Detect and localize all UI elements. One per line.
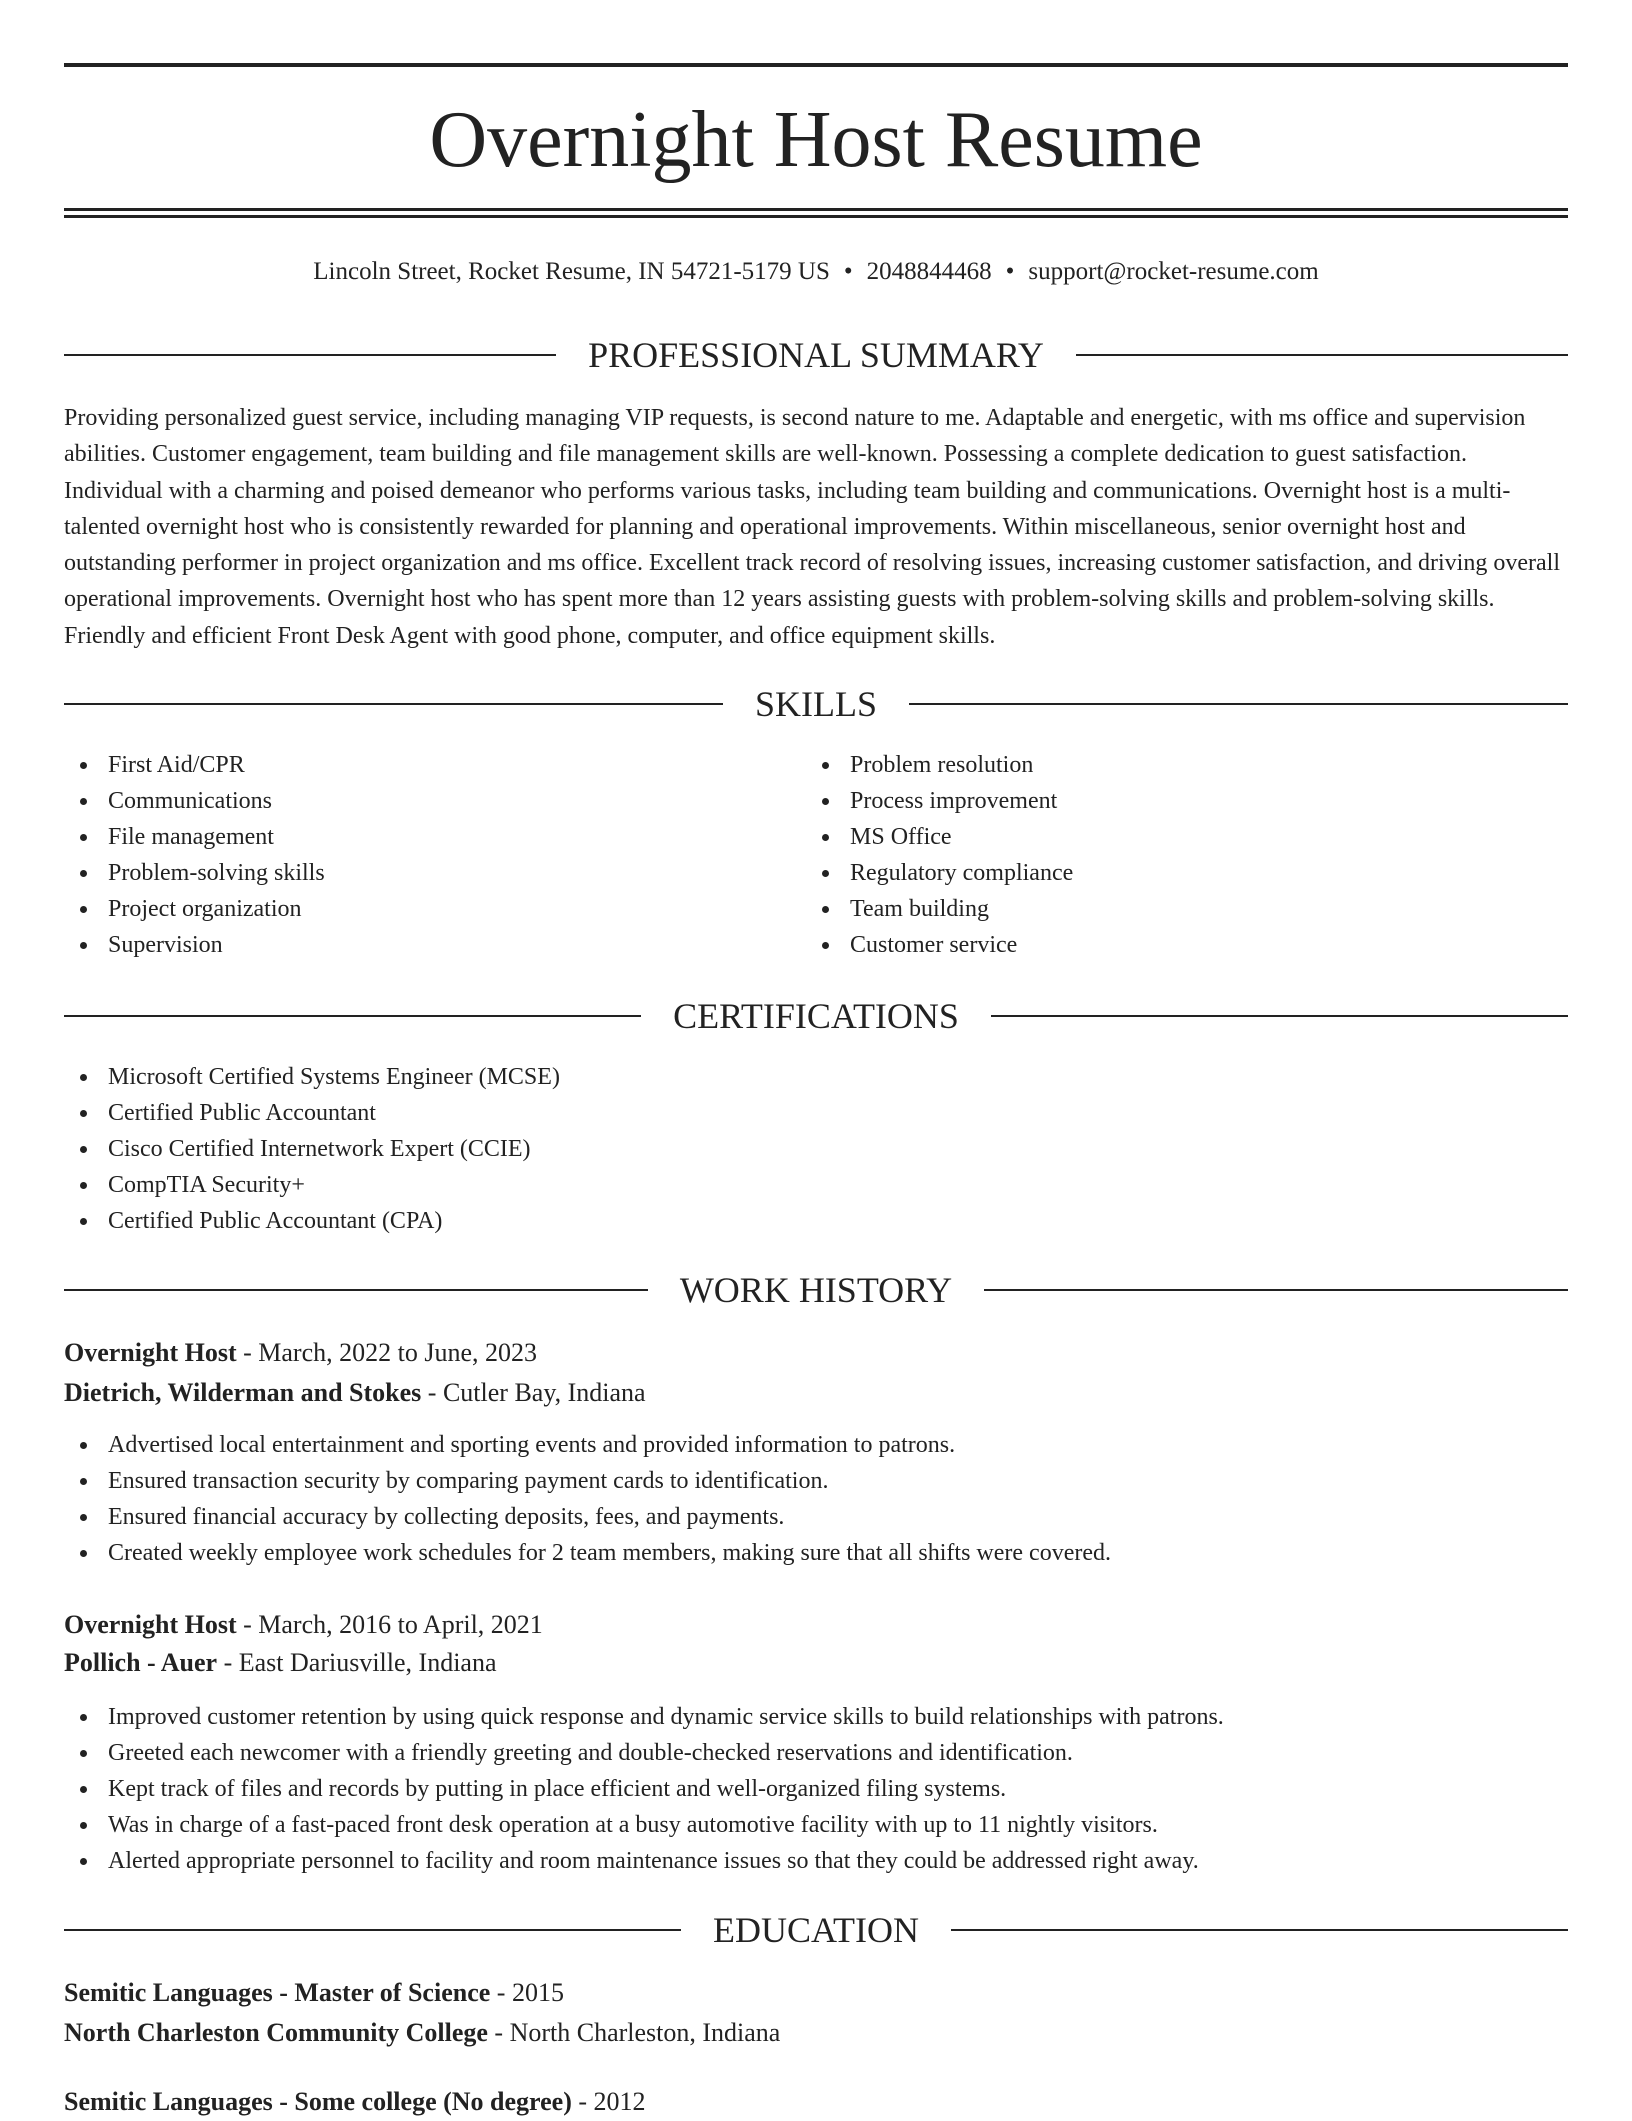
skill-item: Problem resolution bbox=[806, 747, 1506, 783]
education-location: - North Charleston, Indiana bbox=[487, 2018, 781, 2047]
skills-column-left bbox=[64, 747, 764, 963]
skill-item: Regulatory compliance bbox=[806, 855, 1506, 891]
title-double-rule bbox=[64, 208, 1568, 218]
heading-rule bbox=[64, 1289, 648, 1291]
education-year: - 2015 bbox=[490, 1978, 564, 2007]
job-title-line bbox=[64, 1334, 1568, 1372]
education-degree: Semitic Languages - Some college (No degree) bbox=[64, 2087, 572, 2116]
certification-item: Certified Public Accountant bbox=[64, 1095, 1568, 1131]
heading-rule bbox=[64, 703, 723, 705]
heading-rule bbox=[64, 354, 556, 356]
job-duty-item: Alerted appropriate personnel to facility and room maintenance issues so that they could be addressed right away. bbox=[64, 1843, 1568, 1879]
section-title: SKILLS bbox=[755, 684, 878, 724]
education-year: - 2012 bbox=[571, 2087, 646, 2116]
job-duty-item: Was in charge of a fast-paced front desk operation at a busy automotive facility with up to 11 nightly visitors. bbox=[64, 1807, 1568, 1843]
certifications-list bbox=[64, 1059, 1568, 1239]
certification-item: Microsoft Certified Systems Engineer (MCSE) bbox=[64, 1059, 1568, 1095]
job-duty-item: Advertised local entertainment and sporting events and provided information to patrons. bbox=[64, 1427, 1568, 1463]
skill-item: Team building bbox=[806, 891, 1506, 927]
job-location: - East Dariusville, Indiana bbox=[217, 1648, 497, 1677]
education-degree-line bbox=[64, 1974, 1568, 2012]
heading-rule bbox=[984, 1289, 1568, 1291]
section-heading-skills bbox=[64, 679, 1568, 729]
job-title: Overnight Host bbox=[64, 1338, 237, 1367]
section-title: EDUCATION bbox=[713, 1910, 919, 1950]
job-company: Dietrich, Wilderman and Stokes bbox=[64, 1378, 422, 1407]
skill-item: First Aid/CPR bbox=[64, 747, 764, 783]
job-duty-item: Kept track of files and records by putting in place efficient and well-organized filing systems. bbox=[64, 1771, 1568, 1807]
job-duty-item: Created weekly employee work schedules for 2 team members, making sure that all shifts were covered. bbox=[64, 1535, 1568, 1571]
job-title-line bbox=[64, 1606, 1568, 1644]
contact-email: support@rocket-resume.com bbox=[1028, 258, 1319, 285]
contact-separator: • bbox=[1005, 258, 1015, 285]
certification-item: Cisco Certified Internetwork Expert (CCIE) bbox=[64, 1131, 1568, 1167]
skill-item: Process improvement bbox=[806, 783, 1506, 819]
skill-item: MS Office bbox=[806, 819, 1506, 855]
job-duties-list bbox=[64, 1699, 1568, 1879]
section-title: WORK HISTORY bbox=[679, 1270, 953, 1310]
certification-item: CompTIA Security+ bbox=[64, 1167, 1568, 1203]
section-title: CERTIFICATIONS bbox=[673, 996, 959, 1036]
job-duty-item: Greeted each newcomer with a friendly greeting and double-checked reservations and identification. bbox=[64, 1735, 1568, 1771]
contact-separator: • bbox=[843, 258, 853, 285]
education-school: North Charleston Community College bbox=[64, 2018, 488, 2047]
certification-item: Certified Public Accountant (CPA) bbox=[64, 1203, 1568, 1239]
heading-rule bbox=[64, 1929, 681, 1931]
job-title: Overnight Host bbox=[64, 1610, 237, 1639]
section-heading-certifications bbox=[64, 991, 1568, 1041]
contact-phone: 2048844468 bbox=[866, 258, 992, 285]
job-location: - Cutler Bay, Indiana bbox=[421, 1378, 646, 1407]
resume-title: Overnight Host Resume bbox=[429, 96, 1203, 184]
job-company-line bbox=[64, 1374, 1568, 1412]
job-dates: - March, 2022 to June, 2023 bbox=[236, 1338, 538, 1367]
contact-line bbox=[64, 252, 1568, 292]
skill-item: Project organization bbox=[64, 891, 764, 927]
section-heading-education bbox=[64, 1905, 1568, 1955]
education-degree: Semitic Languages - Master of Science bbox=[64, 1978, 491, 2007]
heading-rule bbox=[64, 1015, 641, 1017]
job-company-line bbox=[64, 1644, 1568, 1682]
education-school-line bbox=[64, 2014, 1568, 2052]
job-dates: - March, 2016 to April, 2021 bbox=[236, 1610, 543, 1639]
skills-column-right bbox=[806, 747, 1506, 963]
heading-rule bbox=[951, 1929, 1568, 1931]
section-heading-summary bbox=[64, 330, 1568, 380]
skill-item: File management bbox=[64, 819, 764, 855]
section-heading-work bbox=[64, 1265, 1568, 1315]
heading-rule bbox=[1076, 354, 1568, 356]
section-title: PROFESSIONAL SUMMARY bbox=[588, 335, 1044, 375]
skill-item: Supervision bbox=[64, 927, 764, 963]
top-rule bbox=[64, 63, 1568, 67]
skill-item: Customer service bbox=[806, 927, 1506, 963]
job-duties-list bbox=[64, 1427, 1568, 1571]
skill-item: Problem-solving skills bbox=[64, 855, 764, 891]
job-duty-item: Improved customer retention by using quick response and dynamic service skills to build relationships with patrons. bbox=[64, 1699, 1568, 1735]
heading-rule bbox=[991, 1015, 1568, 1017]
contact-address: Lincoln Street, Rocket Resume, IN 54721-5179 US bbox=[313, 258, 830, 285]
summary-paragraph: Providing personalized guest service, including managing VIP requests, is second nature to me. Adaptable and energetic, with ms office and supervision abilities. Customer engagement, team building and file management skills are well-known. Possessing a complete dedication to guest satisfaction. Individual with a charming and poised demeanor who performs various tasks, including team building and communications. Overnight host is a multi-talented overnight host who is consistently rewarded for planning and operational improvements. Within miscellaneous, senior overnight host and outstanding performer in project organization and ms office. Excellent track record of resolving issues, increasing customer satisfaction, and driving overall operational improvements. Overnight host who has spent more than 12 years assisting guests with problem-solving skills and problem-solving skills. Friendly and efficient Front Desk Agent with good phone, computer, and office equipment skills. bbox=[64, 405, 1560, 649]
job-duty-item: Ensured transaction security by comparing payment cards to identification. bbox=[64, 1463, 1568, 1499]
education-degree-line bbox=[64, 2083, 1568, 2121]
skill-item: Communications bbox=[64, 783, 764, 819]
job-duty-item: Ensured financial accuracy by collecting deposits, fees, and payments. bbox=[64, 1499, 1568, 1535]
job-company: Pollich - Auer bbox=[64, 1648, 218, 1677]
heading-rule bbox=[909, 703, 1568, 705]
